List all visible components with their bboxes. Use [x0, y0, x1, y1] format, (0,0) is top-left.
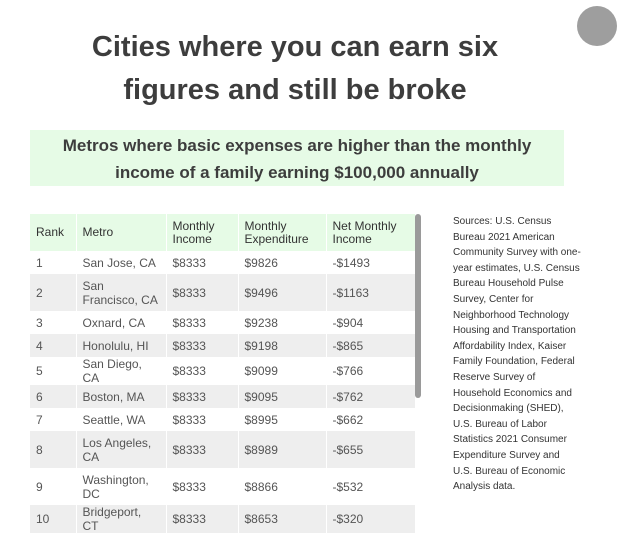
cell-net: -$662: [326, 408, 415, 431]
title-line-2: figures and still be broke: [123, 74, 467, 106]
cell-expenditure: $9099: [238, 357, 326, 385]
cell-income: $8333: [166, 251, 238, 274]
cell-net: -$655: [326, 431, 415, 468]
cell-expenditure: $8866: [238, 468, 326, 505]
table-row: [30, 311, 415, 334]
page-title: [60, 26, 530, 112]
cell-expenditure: $8989: [238, 431, 326, 468]
table-row: [30, 468, 415, 505]
cell-rank: 1: [36, 255, 43, 270]
cell-metro: Seattle, WA: [76, 408, 166, 431]
cell-metro: Honolulu, HI: [76, 334, 166, 357]
metro-table: [30, 214, 415, 533]
cell-income: $8333: [166, 408, 238, 431]
cell-net: -$320: [326, 505, 415, 533]
table-row: [30, 274, 415, 311]
cell-metro: Oxnard, CA: [76, 311, 166, 334]
table-row: [30, 357, 415, 385]
avatar[interactable]: [577, 6, 617, 46]
table-row: [30, 385, 415, 408]
cell-rank: 7: [36, 412, 43, 427]
cell-rank: 4: [36, 338, 43, 353]
cell-expenditure: $8653: [238, 505, 326, 533]
table-row: [30, 505, 415, 533]
cell-rank: 6: [36, 389, 43, 404]
column-header-metro[interactable]: Metro: [76, 214, 166, 251]
cell-rank: 8: [36, 442, 43, 457]
cell-metro: Bridgeport, CT: [76, 505, 166, 533]
table-row: [30, 408, 415, 431]
column-header-monthly-expenditure[interactable]: Monthly Expenditure: [238, 214, 326, 251]
cell-expenditure: $9238: [238, 311, 326, 334]
cell-expenditure: $8995: [238, 408, 326, 431]
cell-income: $8333: [166, 334, 238, 357]
cell-metro: Los Angeles, CA: [76, 431, 166, 468]
cell-income: $8333: [166, 385, 238, 408]
cell-rank: 9: [36, 479, 43, 494]
cell-income: $8333: [166, 311, 238, 334]
cell-metro: San Diego, CA: [76, 357, 166, 385]
table-row: [30, 251, 415, 274]
cell-expenditure: $9095: [238, 385, 326, 408]
cell-rank: 3: [36, 315, 43, 330]
cell-income: $8333: [166, 274, 238, 311]
cell-net: -$762: [326, 385, 415, 408]
cell-metro: Washington, DC: [76, 468, 166, 505]
cell-income: $8333: [166, 468, 238, 505]
cell-expenditure: $9496: [238, 274, 326, 311]
table-row: [30, 431, 415, 468]
cell-metro: Boston, MA: [76, 385, 166, 408]
cell-net: -$1493: [326, 251, 415, 274]
cell-metro: San Jose, CA: [76, 251, 166, 274]
cell-income: $8333: [166, 357, 238, 385]
table-scrollbar[interactable]: [415, 214, 421, 398]
cell-expenditure: $9198: [238, 334, 326, 357]
cell-metro: San Francisco, CA: [76, 274, 166, 311]
cell-net: -$532: [326, 468, 415, 505]
metro-table-container[interactable]: [30, 214, 415, 533]
cell-expenditure: $9826: [238, 251, 326, 274]
column-header-monthly-income[interactable]: Monthly Income: [166, 214, 238, 251]
cell-net: -$1163: [326, 274, 415, 311]
subtitle-banner: Metros where basic expenses are higher than the monthly income of a family earning $100,000 annually: [30, 130, 564, 186]
cell-net: -$865: [326, 334, 415, 357]
cell-net: -$766: [326, 357, 415, 385]
cell-net: -$904: [326, 311, 415, 334]
table-row: [30, 334, 415, 357]
cell-income: $8333: [166, 505, 238, 533]
cell-rank: 2: [36, 285, 43, 300]
cell-rank: 5: [36, 364, 43, 378]
sources-note: Sources: U.S. Census Bureau 2021 American Community Survey with one-year estimates, U.S. Census Bureau Household Pulse Survey, Center for Neighborhood Technology Housing and Transportation Affordability Index, Kaiser Family Foundation, Federal Reserve Survey of Household Economics and Decisionmaking (SHED), U.S. Bureau of Labor Statistics 2021 Consumer Expenditure Survey and U.S. Bureau of Economic Analysis data.: [453, 216, 581, 493]
table-header-row: [30, 214, 415, 251]
title-line-1: Cities where you can earn six: [91, 31, 499, 63]
column-header-rank[interactable]: Rank: [36, 225, 65, 239]
cell-rank: 10: [36, 512, 50, 526]
column-header-net-monthly-income[interactable]: Net Monthly Income: [326, 214, 415, 251]
cell-income: $8333: [166, 431, 238, 468]
